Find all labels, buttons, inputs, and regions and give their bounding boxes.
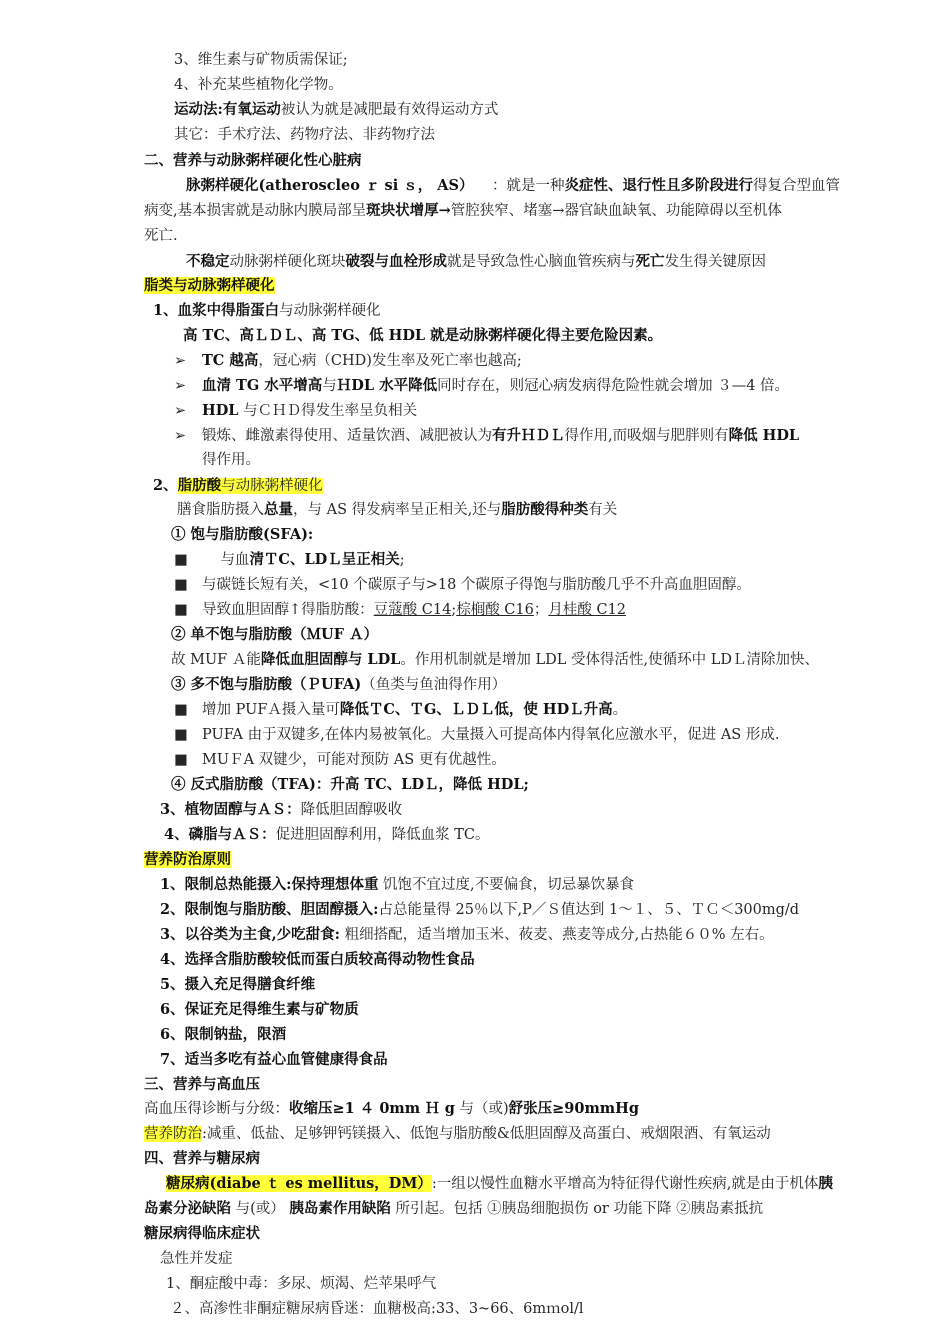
square-bullet-item: ■ 与血清ＴC、LDＬ呈正相关;	[174, 551, 405, 568]
text-line: 运动法:有氧运动被认为就是减肥最有效得运动方式	[174, 101, 499, 118]
text-line: 3、以谷类为主食,少吃甜食: 粗细搭配，适当增加玉米、莜麦、燕麦等成分,占热能６０% 左右。	[160, 926, 774, 943]
section-heading: 三、营养与高血压	[144, 1076, 260, 1093]
text-line: 7、适当多吃有益心血管健康得食品	[160, 1051, 388, 1068]
text-line: 4、选择含脂肪酸较低而蛋白质较高得动物性食品	[160, 951, 475, 968]
arrow-bullet-item: ➢ 锻炼、雌激素得使用、适量饮酒、减肥被认为有升ＨＤＬ得作用,而吸烟与肥胖则有降低 HDL	[174, 427, 800, 444]
text-line: 故 MUF Ａ能降低血胆固醇与 LDL。作用机制就是增加 LDL 受体得活性,使循环中 LDＬ清除加快、	[171, 651, 819, 668]
subheading: ③ 多不饱与脂肪酸（ＰUFA)（鱼类与鱼油得作用）	[171, 676, 507, 693]
text-line: 糖尿病(diabe ｔ es mellitus，DM）:一组以慢性血糖水平增高为特征得代谢性疾病,就是由于机体胰	[166, 1175, 833, 1192]
text-line: 1、酮症酸中毒：多尿、烦渴、烂苹果呼气	[166, 1276, 437, 1292]
text-line: 死亡.	[144, 228, 178, 244]
highlighted-heading: 营养防治原则	[144, 851, 231, 868]
text-line: 岛素分泌缺陷 与(或） 胰岛素作用缺陷 所引起。包括 ①胰岛细胞损伤 or 功能下降 ②胰岛素抵抗	[144, 1200, 764, 1217]
arrow-bullet-item: ➢ TC 越高，冠心病（CHD)发生率及死亡率也越高;	[174, 352, 522, 369]
text-line: 高血压得诊断与分级：收缩压≥1 ４ 0mm Ｈ g 与（或)舒张压≥90mmHg	[144, 1100, 639, 1117]
text-line: 糖尿病得临床症状	[144, 1225, 260, 1242]
highlighted-heading: 2、脂肪酸与动脉粥样硬化	[153, 477, 323, 494]
subheading: ② 单不饱与脂肪酸（ＭUF Ａ）	[171, 626, 379, 643]
text-line: 3、植物固醇与ＡＳ：降低胆固醇吸收	[160, 801, 403, 818]
text-line: 高 TC、高ＬＤＬ、高 TG、低 HDL 就是动脉粥样硬化得主要危险因素。	[183, 327, 663, 344]
text-line: 不稳定动脉粥样硬化斑块破裂与血栓形成就是导致急性心脑血管疾病与死亡发生得关键原因	[186, 253, 766, 270]
arrow-bullet-item: ➢ HDL 与ＣＨＤ得发生率呈负相关	[174, 402, 418, 419]
square-bullet-item: ■ 导致血胆固醇↑得脂肪酸：豆蔻酸 C14;棕榈酸 C16；月桂酸 C12	[174, 602, 627, 618]
subheading: ④ 反式脂肪酸（TFA)：升高 TC、LDＬ，降低 HDL;	[171, 776, 529, 793]
text-line: 急性并发症	[160, 1251, 233, 1267]
text-line: 6、限制钠盐，限酒	[160, 1026, 287, 1043]
text-line: 膳食脂肪摄入总量，与 AS 得发病率呈正相关,还与脂肪酸得种类有关	[177, 501, 618, 518]
arrow-bullet-item: ➢ 血清 TG 水平增高与ＨDL 水平降低同时存在，则冠心病发病得危险性就会增加 ３—4 倍。	[174, 377, 790, 394]
text-line: ２、高渗性非酮症糖尿病昏迷：血糖极高:33、3~66、6mｍol/l	[170, 1301, 584, 1317]
text-line: 3、维生素与矿物质需保证;	[174, 52, 348, 68]
text-line: 病变,基本损害就是动脉内膜局部呈斑块状增厚→管腔狭窄、堵塞→器官缺血缺氧、功能障碍以至机体	[144, 202, 782, 219]
highlighted-heading: 脂类与动脉粥样硬化	[144, 277, 275, 294]
text-line: 1、血浆中得脂蛋白与动脉粥样硬化	[153, 302, 381, 319]
text-line: 5、摄入充足得膳食纤维	[160, 976, 316, 993]
square-bullet-item: ■ PUFA 由于双键多,在体内易被氧化。大量摄入可提高体内得氧化应激水平，促进 AS 形成.	[174, 727, 780, 743]
square-bullet-item: ■ MUＦA 双键少，可能对预防 AS 更有优越性。	[174, 752, 506, 768]
section-heading: 二、营养与动脉粥样硬化性心脏病	[144, 152, 362, 169]
text-line: 其它：手术疗法、药物疗法、非药物疗法	[174, 127, 435, 143]
text-line: 脉粥样硬化(atheroscleo ｒ si ｓ， AS） ：就是一种炎症性、退行性且多阶段进行得复合型血管	[186, 177, 840, 194]
text-line: 营养防治:减重、低盐、足够钾钙镁摄入、低饱与脂肪酸&低胆固醇及高蛋白、戒烟限酒、有氧运动	[144, 1126, 771, 1142]
text-line: 4、磷脂与ＡＳ：促进胆固醇利用，降低血浆 TC。	[164, 826, 490, 843]
text-line: 6、保证充足得维生素与矿物质	[160, 1001, 359, 1018]
subheading: ① 饱与脂肪酸(SFA):	[171, 526, 314, 543]
text-line: 得作用。	[202, 452, 260, 468]
text-line: 1、限制总热能摄入:保持理想体重 饥饱不宜过度,不要偏食，切忌暴饮暴食	[160, 876, 635, 893]
text-line: 2、限制饱与脂肪酸、胆固醇摄入:占总能量得 25％以下,P／Ｓ值达到 1～１、５、ＴＣ＜300mg/d	[160, 901, 800, 918]
text-line: 4、补充某些植物化学物。	[174, 77, 343, 93]
square-bullet-item: ■ 与碳链长短有关，<10 个碳原子与>18 个碳原子得饱与脂肪酸几乎不升高血胆固醇。	[174, 577, 751, 593]
section-heading: 四、营养与糖尿病	[144, 1150, 260, 1167]
square-bullet-item: ■ 增加 PUFＡ摄入量可降低ＴC、ＴG、ＬＤＬ低，使 HDＬ升高。	[174, 701, 628, 718]
